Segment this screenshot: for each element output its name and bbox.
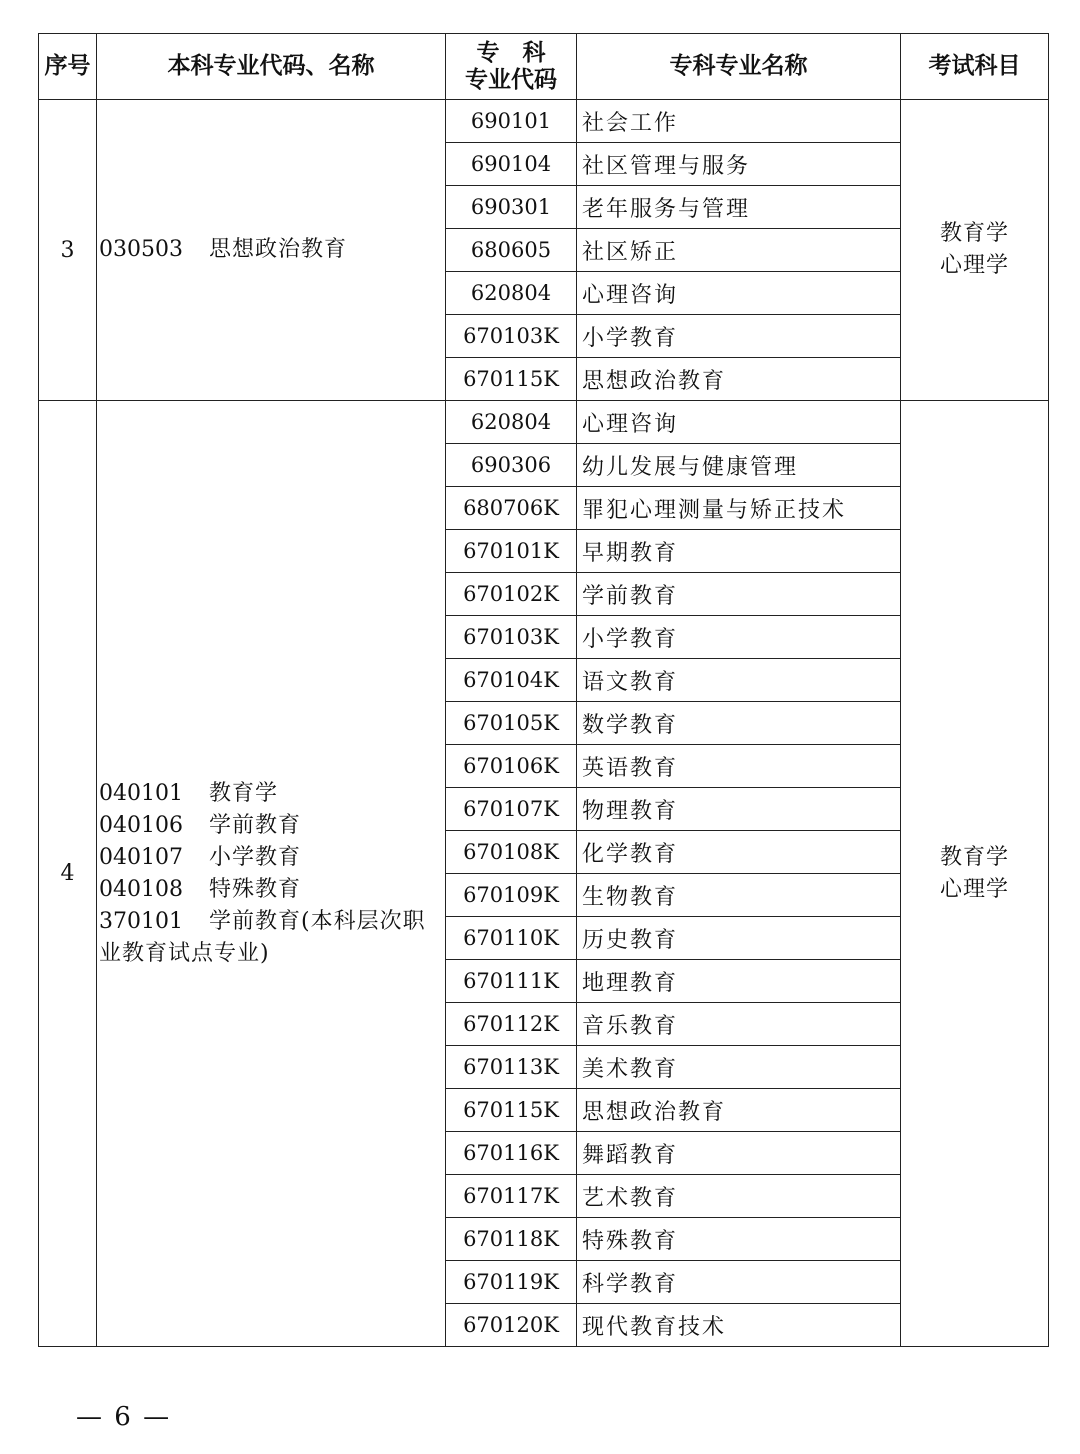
exam-subject: 教育学 xyxy=(939,221,1009,246)
page-number: — 6 — xyxy=(76,1402,172,1432)
group-seq: 4 xyxy=(39,401,97,1347)
bk-major-cell xyxy=(97,401,446,1347)
zk-code: 670106K xyxy=(446,745,577,788)
zk-code: 680706K xyxy=(446,487,577,530)
table-row xyxy=(39,100,1049,143)
zk-code: 670112K xyxy=(446,1003,577,1046)
zk-code: 670109K xyxy=(446,874,577,917)
bk-major-code: 040108 xyxy=(99,876,183,902)
zk-name: 舞蹈教育 xyxy=(577,1132,901,1175)
zk-code: 670102K xyxy=(446,573,577,616)
bk-major-name: 思想政治教育 xyxy=(208,237,347,262)
zk-name: 心理咨询 xyxy=(577,401,901,444)
zk-code: 670110K xyxy=(446,917,577,960)
zk-name: 幼儿发展与健康管理 xyxy=(577,444,901,487)
bk-major-name: 特殊教育 xyxy=(208,876,301,902)
zk-name: 思想政治教育 xyxy=(577,1089,901,1132)
zk-name: 罪犯心理测量与矫正技术 xyxy=(577,487,901,530)
bk-major-entry xyxy=(99,842,445,874)
bk-major-code: 040101 xyxy=(99,780,183,806)
zk-code: 670116K xyxy=(446,1132,577,1175)
zk-name: 语文教育 xyxy=(577,659,901,702)
group-seq: 3 xyxy=(39,100,97,401)
zk-code: 670118K xyxy=(446,1218,577,1261)
zk-name: 心理咨询 xyxy=(577,272,901,315)
bk-major-code: 040107 xyxy=(99,844,183,870)
header-zk-name: 专科专业名称 xyxy=(577,34,901,100)
bk-major-entry xyxy=(99,234,445,266)
zk-name: 早期教育 xyxy=(577,530,901,573)
zk-name: 英语教育 xyxy=(577,745,901,788)
zk-name: 社区矫正 xyxy=(577,229,901,272)
table-row xyxy=(39,401,1049,444)
zk-code: 670111K xyxy=(446,960,577,1003)
header-zk-code-line2: 专业代码 xyxy=(465,66,557,93)
zk-name: 美术教育 xyxy=(577,1046,901,1089)
zk-name: 现代教育技术 xyxy=(577,1304,901,1347)
table-body xyxy=(39,100,1049,1347)
bk-major-name: 教育学 xyxy=(208,780,278,806)
exam-subjects xyxy=(901,100,1049,401)
zk-name: 历史教育 xyxy=(577,917,901,960)
exam-subject: 教育学 xyxy=(939,844,1009,870)
zk-name: 生物教育 xyxy=(577,874,901,917)
zk-name: 特殊教育 xyxy=(577,1218,901,1261)
bk-major-code: 040106 xyxy=(99,812,183,838)
exam-subjects xyxy=(901,401,1049,1347)
exam-subject: 心理学 xyxy=(939,253,1009,278)
zk-name: 数学教育 xyxy=(577,702,901,745)
zk-name: 社区管理与服务 xyxy=(577,143,901,186)
zk-code: 670117K xyxy=(446,1175,577,1218)
zk-code: 680605 xyxy=(446,229,577,272)
bk-major-name: 学前教育 xyxy=(208,812,301,838)
header-subject: 考试科目 xyxy=(901,34,1049,100)
zk-name: 艺术教育 xyxy=(577,1175,901,1218)
zk-code: 620804 xyxy=(446,272,577,315)
zk-code: 670120K xyxy=(446,1304,577,1347)
header-zk-code-line1: 专 科 xyxy=(476,40,546,67)
zk-name: 小学教育 xyxy=(577,315,901,358)
zk-code: 690306 xyxy=(446,444,577,487)
exam-subject: 心理学 xyxy=(939,876,1009,902)
zk-code: 670101K xyxy=(446,530,577,573)
header-row xyxy=(39,34,1049,100)
zk-code: 670119K xyxy=(446,1261,577,1304)
zk-code: 670113K xyxy=(446,1046,577,1089)
bk-major-entry xyxy=(99,874,445,906)
zk-name: 地理教育 xyxy=(577,960,901,1003)
zk-name: 化学教育 xyxy=(577,831,901,874)
zk-name: 科学教育 xyxy=(577,1261,901,1304)
zk-name: 思想政治教育 xyxy=(577,358,901,401)
zk-code: 670107K xyxy=(446,788,577,831)
zk-name: 小学教育 xyxy=(577,616,901,659)
bk-major-code: 030503 xyxy=(99,237,183,262)
zk-code: 670104K xyxy=(446,659,577,702)
zk-code: 690101 xyxy=(446,100,577,143)
header-bk-major: 本科专业代码、名称 xyxy=(97,34,446,100)
zk-name: 老年服务与管理 xyxy=(577,186,901,229)
zk-code: 690301 xyxy=(446,186,577,229)
zk-code: 690104 xyxy=(446,143,577,186)
zk-name: 学前教育 xyxy=(577,573,901,616)
zk-code: 670108K xyxy=(446,831,577,874)
header-zk-code xyxy=(446,34,577,100)
zk-name: 社会工作 xyxy=(577,100,901,143)
bk-major-entry xyxy=(99,906,445,970)
bk-major-name: 小学教育 xyxy=(208,844,301,870)
major-table xyxy=(38,33,1049,1347)
zk-code: 670115K xyxy=(446,358,577,401)
bk-major-code: 370101 xyxy=(99,908,183,934)
bk-major-cell xyxy=(97,100,446,401)
zk-code: 670105K xyxy=(446,702,577,745)
header-seq: 序号 xyxy=(39,34,97,100)
bk-major-name: 学前教育(本科层次职业教育试点专业) xyxy=(99,908,426,966)
zk-name: 物理教育 xyxy=(577,788,901,831)
zk-name: 音乐教育 xyxy=(577,1003,901,1046)
bk-major-entry xyxy=(99,810,445,842)
zk-code: 670103K xyxy=(446,315,577,358)
zk-code: 620804 xyxy=(446,401,577,444)
zk-code: 670115K xyxy=(446,1089,577,1132)
zk-code: 670103K xyxy=(446,616,577,659)
bk-major-entry xyxy=(99,778,445,810)
